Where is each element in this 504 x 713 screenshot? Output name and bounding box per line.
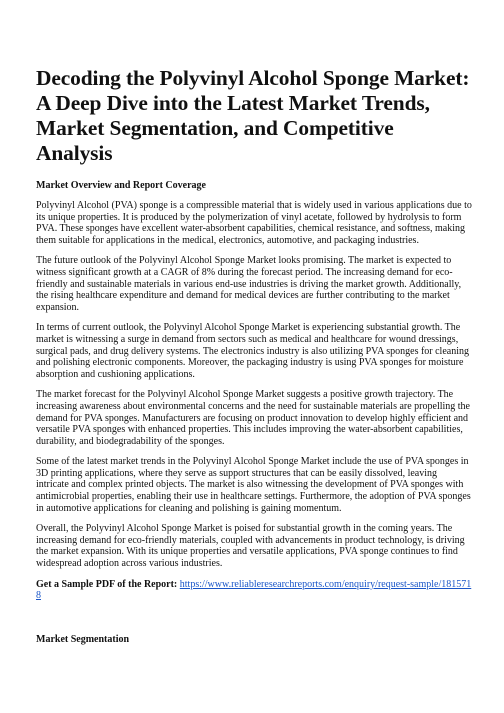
- paragraph: Overall, the Polyvinyl Alcohol Sponge Market is poised for substantial growth in the coming years. The increasing demand for eco-friendly materials, coupled with advancements in product technology, is driving the market expansion. With its unique properties and versatile applications, PVA sponge continues to find widespread adoption across various industries.: [36, 523, 465, 570]
- document-title: Decoding the Polyvinyl Alcohol Sponge Market: A Deep Dive into the Latest Market Trends, Market Segmentation, and Competitive Analysis: [36, 66, 470, 165]
- overview-heading: Market Overview and Report Coverage: [36, 180, 206, 191]
- document-page: [36, 66, 472, 646]
- sample-pdf-link[interactable]: https://www.reliableresearchreports.com/enquiry/request-sample/1815718: [36, 578, 472, 602]
- paragraph: The future outlook of the Polyvinyl Alcohol Sponge Market looks promising. The market is expected to witness significant growth at a CAGR of 8% during the forecast period. The increasing demand for eco-friendly and sustainable materials in various end-use industries is driving the market growth. Additionally, the rising healthcare expenditure and demand for medical devices are further contributing to the market expansion.: [36, 255, 462, 313]
- segmentation-heading: Market Segmentation: [36, 633, 130, 645]
- paragraph: Some of the latest market trends in the Polyvinyl Alcohol Sponge Market include the use of PVA sponges in 3D printing applications, where they serve as support structures that can be easily dissolved, leaving intricate and complex printed objects. The market is also witnessing the development of PVA sponges with antimicrobial properties, enabling their use in healthcare settings. Furthermore, the adoption of PVA sponges in automotive applications for cleaning and polishing is gaining momentum.: [36, 456, 471, 514]
- paragraph: Polyvinyl Alcohol (PVA) sponge is a compressible material that is widely used in various applications due to its unique properties. It is produced by the polymerization of vinyl acetate, followed by hydrolysis to form PVA. These sponges have excellent water-absorbent capabilities, chemical resistance, and softness, making them suitable for applications in the medical, electronics, automotive, and packaging industries.: [36, 200, 472, 246]
- paragraph: In terms of current outlook, the Polyvinyl Alcohol Sponge Market is experiencing substantial growth. The market is witnessing a surge in demand from sectors such as medical and healthcare for wound dressings, surgical pads, and drug delivery systems. The electronics industry is also utilizing PVA sponges for cleaning and polishing electronic components. Moreover, the packaging industry is using PVA sponges for moisture absorption and cushioning applications.: [36, 322, 469, 380]
- sample-pdf-line: [36, 579, 472, 602]
- sample-pdf-label: Get a Sample PDF of the Report:: [36, 578, 178, 590]
- paragraph: The market forecast for the Polyvinyl Alcohol Sponge Market suggests a positive growth trajectory. The increasing awareness about environmental concerns and the need for sustainable materials are propelling the demand for PVA sponges. Manufacturers are focusing on product innovation to develop highly efficient and versatile PVA sponges with enhanced properties. This includes improving the water-absorbent capabilities, durability, and biodegradability of the sponges.: [36, 389, 470, 447]
